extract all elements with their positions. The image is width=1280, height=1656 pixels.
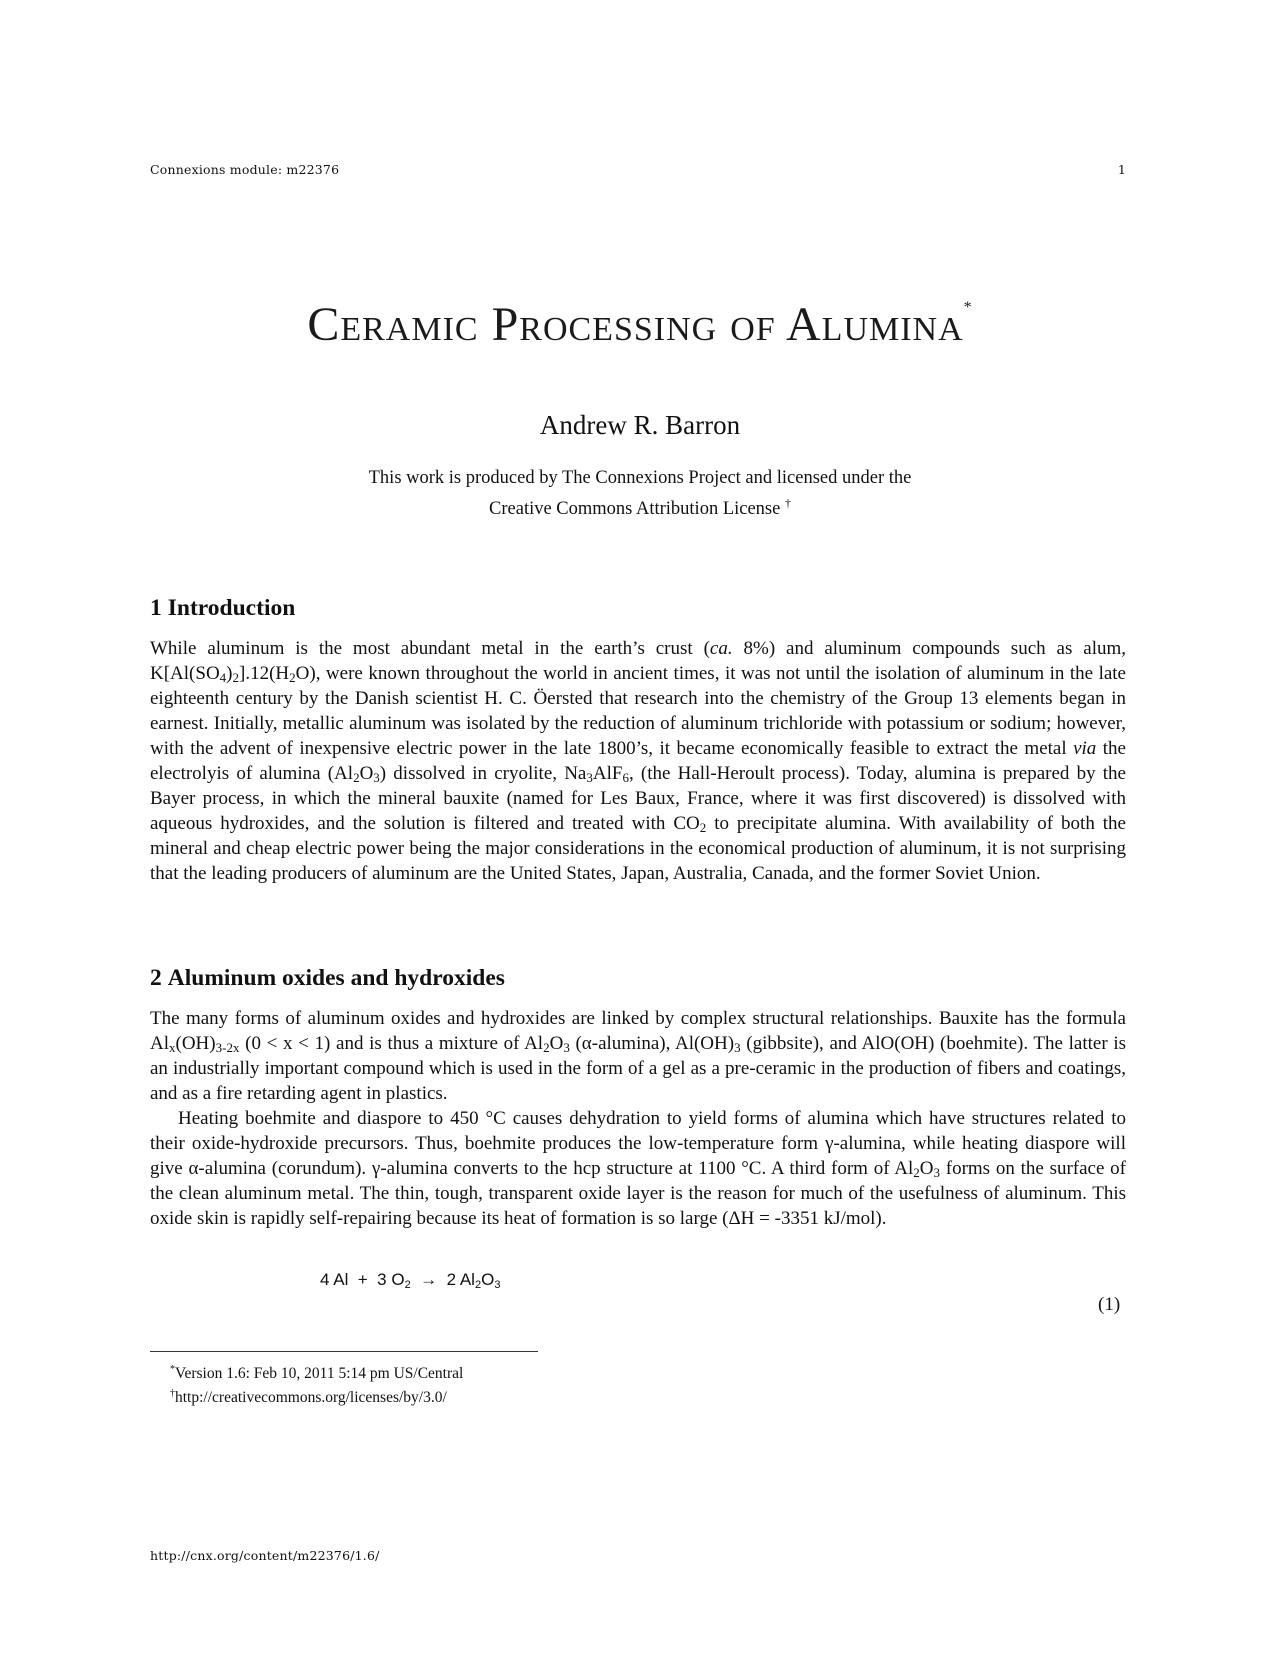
introduction-text: While aluminum is the most abundant metal in the earth’s crust (ca. 8%) and aluminum compounds such as alum, $K[Al(SO_4)_2].12(H_2O)$, were known throughout the world in ancient times, it was not until the isolation of aluminum in the late eighteenth century by the Danish scientist H. C. Öersted that research into the chemistry of the Group 13 elements began in earnest. Initially, metallic aluminum was isolated by the reduction of aluminum trichloride with potassium or sodium; however, with the advent of inexpensive electric power in the late 1800’s, it became economically feasible to extract the metal via the electrolyis of alumina $(Al_2O_3)$ dissolved in cryolite, $Na_3AlF_6$, (the Hall-Heroult process). Today, alumina is prepared by the Bayer process, in which the mineral bauxite (named for Les Baux, France, where it was first discovered) is dissolved with aqueous hydroxides, and the solution is filtered and treated with $CO_2$ to precipitate alumina. With availability of both the mineral and cheap electric power being the major considerations in the economical production of aluminum, it is not surprising that the leading producers of aluminum are the United States, Japan, Australia, Canada, and the former Soviet Union. [150, 638, 1126, 884]
license-line-1: This work is produced by The Connexions Project and licensed under the [368, 468, 912, 488]
license-link[interactable]: Creative Commons Attribution License [489, 499, 781, 520]
oxides-section-body [150, 1006, 1126, 1231]
section-1-heading [150, 595, 295, 622]
running-header [150, 162, 1126, 177]
section-1-number: 1 [150, 595, 162, 621]
page-number: 1 [1117, 162, 1126, 177]
section-2-number: 2 [150, 965, 162, 991]
introduction-paragraph [150, 636, 1126, 886]
equation-number: (1) [1098, 1294, 1121, 1315]
footnote-divider [150, 1351, 538, 1352]
oxides-paragraph-1: The many forms of aluminum oxides and hydroxides are linked by complex structural relationships. Bauxite has the formula $Al_x(OH)_{3-2x}$ (0 < x < 1) and is thus a mixture of $Al_2O_3$ (α-alumina), $Al(OH)_3$ (gibbsite), and AlO(OH) (boehmite). The latter is an industrially important compound which is used in the form of a gel as a pre-ceramic in the production of fibers and coatings, and as a fire retarding agent in plastics. [150, 1008, 1126, 1104]
license-line-2 [0, 491, 1280, 522]
section-2-title: Aluminum oxides and hydroxides [167, 965, 505, 991]
section-1-title: Introduction [167, 595, 296, 621]
footer-url[interactable]: http://cnx.org/content/m22376/1.6/ [150, 1548, 380, 1563]
license-footnote-mark[interactable]: † [784, 496, 791, 510]
oxides-paragraph-2: Heating boehmite and diaspore to 450 °C causes dehydration to yield forms of alumina which have structures related to their oxide-hydroxide precursors. Thus, boehmite produces the low-temperature form γ-alumina, while heating diaspore will give α-alumina (corundum). γ-alumina converts to the hcp structure at 1100 °C. A third form of $Al_2O_3$ forms on the surface of the clean aluminum metal. The thin, tough, transparent oxide layer is the reason for much of the usefulness of aluminum. This oxide skin is rapidly self-repairing because its heat of formation is so large (ΔH = -3351 kJ/mol). [150, 1108, 1127, 1229]
document-title [0, 300, 1280, 349]
footnote-license-url[interactable]: †http://creativecommons.org/licenses/by/3.0/ [170, 1388, 447, 1407]
title-text: Ceramic Processing of Alumina [307, 298, 964, 351]
title-footnote-mark[interactable]: * [963, 299, 973, 316]
equation-1: 4 Al + 3 $O_2 \to 2$ $Al_2O_3$ [320, 1270, 501, 1291]
license-notice [0, 466, 1280, 522]
section-2-heading [150, 965, 505, 992]
module-id: Connexions module: m22376 [150, 162, 340, 177]
author-name: Andrew R. Barron [539, 410, 741, 440]
footnotes [170, 1360, 463, 1408]
footnote-version: *Version 1.6: Feb 10, 2011 5:14 pm US/Central [170, 1364, 464, 1383]
